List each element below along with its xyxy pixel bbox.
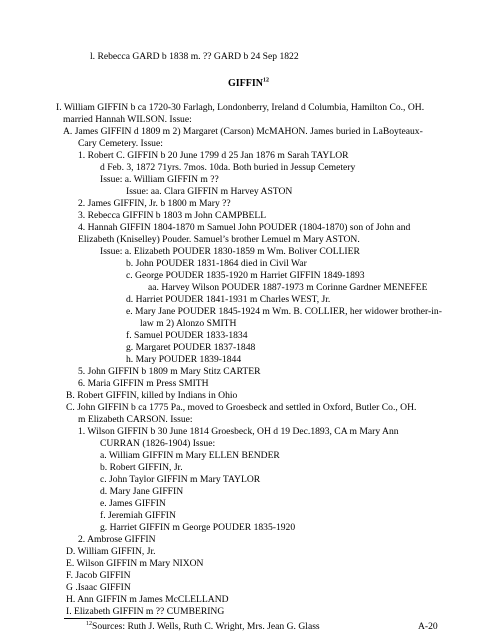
genealogy-line: D. William GIFFIN, Jr. (66, 546, 156, 557)
genealogy-line: f. Samuel POUDER 1833-1834 (126, 330, 248, 341)
genealogy-line: d. Harriet POUDER 1841-1931 m Charles WEST, Jr. (126, 294, 331, 305)
genealogy-line: b. John POUDER 1831-1864 died in Civil War (126, 258, 307, 269)
title-text: GIFFIN (228, 78, 263, 89)
rebecca-gard-line: l. Rebecca GARD b 1838 m. ?? GARD b 24 Sep 1822 (90, 51, 299, 62)
genealogy-line: 1. Wilson GIFFIN b 30 June 1814 Groesbeck, OH d 19 Dec.1893, CA m Mary Ann (78, 426, 399, 437)
genealogy-line: B. Robert GIFFIN, killed by Indians in Ohio (66, 390, 238, 401)
genealogy-line: Issue: a. William GIFFIN m ?? (100, 174, 219, 185)
genealogy-line: f. Jeremiah GIFFIN (100, 510, 176, 521)
genealogy-line: d Feb. 3, 1872 71yrs. 7mos. 10da. Both buried in Jessup Cemetery (100, 162, 356, 173)
title-footnote-ref: 12 (263, 77, 269, 84)
genealogy-line: Issue: aa. Clara GIFFIN m Harvey ASTON (126, 186, 293, 197)
genealogy-line: d. Mary Jane GIFFIN (100, 486, 184, 497)
genealogy-line: c. George POUDER 1835-1920 m Harriet GIFFIN 1849-1893 (126, 270, 365, 281)
footnote-text: Sources: Ruth J. Wells, Ruth C. Wright, Mrs. Jean G. Glass (92, 621, 320, 632)
genealogy-line: H. Ann GIFFIN m James McCLELLAND (66, 594, 229, 605)
genealogy-line: CURRAN (1826-1904) Issue: (100, 438, 216, 449)
footnote-ref: 12 (86, 620, 92, 627)
genealogy-line: e. James GIFFIN (100, 498, 166, 509)
genealogy-line: 3. Rebecca GIFFIN b 1803 m John CAMPBELL (78, 210, 267, 221)
genealogy-line: e. Mary Jane POUDER 1845-1924 m Wm. B. COLLIER, her widower brother-in- (126, 306, 442, 317)
genealogy-line: Cary Cemetery. Issue: (78, 138, 163, 149)
genealogy-line: E. Wilson GIFFIN m Mary NIXON (66, 558, 204, 569)
genealogy-line: b. Robert GIFFIN, Jr. (100, 462, 183, 473)
genealogy-line: I. William GIFFIN b ca 1720-30 Farlagh, Londonberry, Ireland d Columbia, Hamilton Co., OH. (56, 102, 425, 113)
genealogy-line: G .Isaac GIFFIN (66, 582, 131, 593)
genealogy-line: m Elizabeth CARSON. Issue: (78, 414, 193, 425)
genealogy-line: Issue: a. Elizabeth POUDER 1830-1859 m Wm. Boliver COLLIER (100, 246, 360, 257)
footnote (86, 621, 320, 633)
genealogy-line: 2. Ambrose GIFFIN (78, 534, 156, 545)
page-number: A-20 (418, 621, 438, 632)
genealogy-line: a. William GIFFIN m Mary ELLEN BENDER (100, 450, 280, 461)
genealogy-line: C. John GIFFIN b ca 1775 Pa., moved to Groesbeck and settled in Oxford, Butler Co., OH. (66, 402, 417, 413)
genealogy-line: h. Mary POUDER 1839-1844 (126, 354, 242, 365)
genealogy-line: g. Harriet GIFFIN m George POUDER 1835-1920 (100, 522, 296, 533)
genealogy-line: A. James GIFFIN d 1809 m 2) Margaret (Carson) McMAHON. James buried in LaBoyteaux- (63, 126, 423, 137)
genealogy-line: I. Elizabeth GIFFIN m ?? CUMBERING (66, 606, 225, 617)
genealogy-line: 6. Maria GIFFIN m Press SMITH (78, 378, 209, 389)
genealogy-line: 1. Robert C. GIFFIN b 20 June 1799 d 25 Jan 1876 m Sarah TAYLOR (78, 150, 349, 161)
footnote-divider (64, 618, 174, 619)
genealogy-line: aa. Harvey Wilson POUDER 1887-1973 m Corinne Gardner MENEFEE (148, 282, 428, 293)
genealogy-line: g. Margaret POUDER 1837-1848 (126, 342, 256, 353)
genealogy-line: married Hannah WILSON. Issue: (63, 114, 192, 125)
genealogy-line: c. John Taylor GIFFIN m Mary TAYLOR (100, 474, 261, 485)
page-title (228, 78, 269, 90)
genealogy-line: 4. Hannah GIFFIN 1804-1870 m Samuel John POUDER (1804-1870) son of John and (78, 222, 411, 233)
genealogy-line: law m 2) Alonzo SMITH (140, 318, 237, 329)
genealogy-line: Elizabeth (Kniselley) Pouder. Samuel’s brother Lemuel m Mary ASTON. (78, 234, 360, 245)
genealogy-line: 5. John GIFFIN b 1809 m Mary Stitz CARTER (78, 366, 261, 377)
genealogy-line: 2. James GIFFIN, Jr. b 1800 m Mary ?? (78, 198, 231, 209)
genealogy-line: F. Jacob GIFFIN (66, 570, 131, 581)
